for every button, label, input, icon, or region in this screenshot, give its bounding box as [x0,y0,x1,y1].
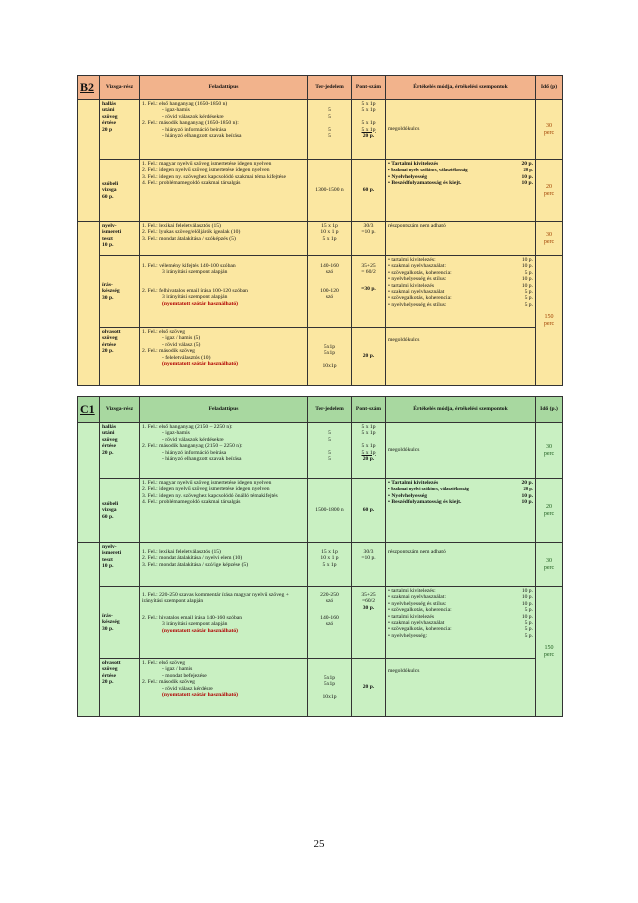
c1-reading-tasks: 1. Fel.: első szöveg - igaz / hamis - mondat befejezése 2. Fel.: második szöveg - rövid válasz kérdésre (nyomtatott szótár használható) [140,659,308,717]
b2-header-skill: Vizsga-rész [100,76,140,100]
b2-listening-time: 30 perc [536,100,563,160]
c1-speaking-length: 1500-1800 n [308,479,352,543]
c1-level-label: C1 [78,397,100,423]
c1-language-eval: részpontszám nem adható [386,543,536,587]
c1-reading-skill: olvasott szöveg értése 20 p. [100,659,140,717]
c1-listening-tasks: 1. Fel.: első hanganyag (2150 – 2250 n): - igaz-hamis - rövid válaszok kérdésekre 2. Fel.: második hanganyag (2150 – 2250 n): - hiányzó információ beírása - hiányzó elhangzott szavak beírása [140,423,308,479]
b2-writing-skill: írás- készség 30 p. [100,256,140,328]
c1-header-length: Ter-jedelem [308,397,352,423]
c1-listening-length: 5 5 5 5 [308,423,352,479]
b2-writing-points: 35+25 = 60/2 =30 p. [352,256,386,328]
c1-listening-row [78,423,563,479]
page-number: 25 [313,838,325,850]
c1-writing-reading-time: 150 perc [536,587,563,717]
c1-listening-eval: megoldókulcs [386,423,536,479]
b2-reading-points: 20 p. [352,328,386,386]
b2-language-length: 15 x 1p 10 x 1 p 5 x 1p [308,222,352,256]
b2-speaking-length: 1300-1500 n [308,160,352,222]
c1-writing-length: 220-250 szó 140-160 szó [308,587,352,659]
c1-written-section-label [78,543,100,717]
b2-language-skill: nyelv- ismereti teszt 10 p. [100,222,140,256]
c1-reading-length: 5x1p 5x1p 10x1p [308,659,352,717]
c1-writing-tasks: 1. Fel.: 220-250 szavas kommentár írása magyar nyelvű szöveg + irányítási szempont alapján 2. Fel.: hivatalos email írása 140-160 szóban 3 irányítási szempont alapján (nyomtatott szótár használható) [140,587,308,659]
b2-writing-row [78,256,563,328]
b2-header-points: Pont-szám [352,76,386,100]
b2-header-length: Ter-jedelem [308,76,352,100]
b2-header-time: Idő (p) [536,76,563,100]
b2-speaking-points: 60 p. [352,160,386,222]
c1-reading-row [78,659,563,717]
c1-listening-points: 5 x 1p 5 x 1p 5 x 1p 5 x 1p 20 p. [352,423,386,479]
exam-structure-document [77,75,562,717]
b2-listening-length: 5 5 5 5 [308,100,352,160]
b2-reading-length: 5x1p 5x1p 10x1p [308,328,352,386]
c1-header-time: Idő (p.) [536,397,563,423]
c1-language-skill: nyelv- ismereti teszt 10 p. [100,543,140,587]
c1-language-length: 15 x 1p 10 x 1 p 5 x 1p [308,543,352,587]
c1-oral-section-label [78,423,100,543]
b2-listening-row [78,100,563,160]
b2-reading-eval: megoldókulcs [386,328,536,386]
c1-language-time: 30 perc [536,543,563,587]
b2-language-points: 30/3 =10 p. [352,222,386,256]
c1-header-skill: Vizsga-rész [100,397,140,423]
b2-speaking-criteria: • Tartalmi kivitelezés 20 p. • Szakmai nyelv szókincs, választékosság 20 p. • Nyelvhelyesség 10 p. • Beszédfolyamatosság és kiejt. 10 p. [386,160,536,222]
c1-writing-criteria: • tartalmi kivitelezés: 10 p. • szakmai nyelvhasználat: 10 p. • nyelvhelyesség és stílus: 10 p. • szövegalkotás, koherencia: 5 p. • tartalmi kivitelezés 10 p. • szakmai nyelvhasználat 5 p. • szövegalkotás, koherencia: 5 p. • nyelvhelyesség: 5 p. [386,587,536,659]
b2-listening-eval: megoldókulcs [386,100,536,160]
b2-reading-tasks: 1. Fel.: első szöveg - igaz / hamis (5) - rövid válasz (5) 2. Fel.: második szöveg - feleletválasztós (10) (nyomtatott szótár használható) [140,328,308,386]
b2-writing-length: 140-160 szó 100-120 szó [308,256,352,328]
b2-speaking-skill: szóbeli vizsga 60 p. [100,160,140,222]
c1-writing-points: 35+25 =60/2 30 p. [352,587,386,659]
b2-header-task: Feladattípus [140,76,308,100]
b2-header-eval: Értékelés módja, értékelési szempontok [386,76,536,100]
b2-language-tasks: 1. Fel.: lexikai feleletválasztós (15) 2. Fel.: lyukas szöveg/elöljárók igealak (10) 3. Fel.: mondat átalakítása / szóképzés (5) [140,222,308,256]
b2-language-eval: részpontszám nem adható [386,222,536,256]
c1-language-row [78,543,563,587]
b2-level-label: B2 [78,76,100,100]
b2-listening-tasks: 1. Fel.: első hanganyag (1650-1850 n) - igaz-hamis - rövid válaszok kérdésekre 2. Fel.: második hanganyag (1650-1850 n): - hiányzó információ beírása - hiányzó elhangzott szavak beírása [140,100,308,160]
c1-writing-skill: írás- készség 30 p. [100,587,140,659]
b2-writing-tasks: 1. Fel.: vélemény kifejtés 140-100 szóban 3 irányítási szempont alapján 2. Fel.: felhivatalos email írása 100-120 szóban 3 irányítási szempont alapján (nyomtatott szótár használható) [140,256,308,328]
c1-speaking-row [78,479,563,543]
c1-speaking-points: 60 p. [352,479,386,543]
b2-writing-criteria: • tartalmi kivitelezés: 10 p. • szakmai nyelvhasználat: 10 p. • szövegalkotás, koherencia: 5 p. • nyelvhelyesség és stílus: 10 p. • tartalmi kivitelezés 10 p. • szakmai nyelvhasználat 5 p. • szövegalkotás, koherencia: 5 p. • nyelvhelyesség és stílus: 5 p. [386,256,536,328]
b2-speaking-time: 20 perc [536,160,563,222]
b2-listening-points: 5 x 1p 5 x 1p 5 x 1p 5 x 1p 20 p. [352,100,386,160]
b2-written-section-label [78,222,100,386]
b2-language-row [78,222,563,256]
c1-speaking-skill: szóbeli vizsga 60 p. [100,479,140,543]
b2-header-row [78,76,563,100]
c1-speaking-criteria: • Tartalmi kivitelezés 20 p. • Szakmai nyelvi szókincs, választékosság 20 p. • Nyelvhelyesség 10 p. • Beszédfolyamatosság és kiejt. 10 p. [386,479,536,543]
c1-speaking-tasks: 1. Fel.: magyar nyelvű szöveg ismertetése idegen nyelven 2. Fel.: idegen nyelvű szöveg ismertetése idegen nyelven 3. Fel.: idegen ny. szöveghez kapcsolódó önálló témakifejtés 4. Fel.: problémamegoldó szakmai társalgás [140,479,308,543]
b2-oral-section-label [78,100,100,222]
c1-header-row [78,397,563,423]
c1-writing-row [78,587,563,659]
c1-table [77,396,563,717]
c1-header-points: Pont-szám [352,397,386,423]
c1-reading-eval: megoldókulcs [386,659,536,717]
c1-header-task: Feladattípus [140,397,308,423]
b2-speaking-row [78,160,563,222]
c1-language-tasks: 1. Fel.: lexikai feleletválasztós (15) 2. Fel.: mondat átalakítása / nyelvi elem (10) 3. Fel.: mondat átalakítása / szó/ige képzése (5) [140,543,308,587]
b2-writing-reading-time: 150 perc [536,256,563,386]
b2-language-time: 30 perc [536,222,563,256]
c1-speaking-time: 20 perc [536,479,563,543]
c1-listening-skill: hallás utáni szöveg értése 20 p. [100,423,140,479]
b2-listening-skill: hallás utáni szöveg értése 20 p [100,100,140,160]
c1-language-points: 30/3 =10 p. [352,543,386,587]
c1-reading-points: 20 p. [352,659,386,717]
c1-listening-time: 30 perc [536,423,563,479]
c1-header-eval: Értékelés módja, értékelési szempontok [386,397,536,423]
b2-speaking-tasks: 1. Fel.: magyar nyelvű szöveg ismertetése idegen nyelven 2. Fel.: idegen nyelvű szöveg ismertetése idegen nyelven 3. Fel.: idegen ny. szöveghez kapcsolódó szakmai téma kifejtése 4. Fel.: problémamegoldó szakmai társalgás [140,160,308,222]
b2-reading-skill: olvasott szöveg értése 20 p. [100,328,140,386]
b2-reading-row [78,328,563,386]
b2-table [77,75,563,386]
